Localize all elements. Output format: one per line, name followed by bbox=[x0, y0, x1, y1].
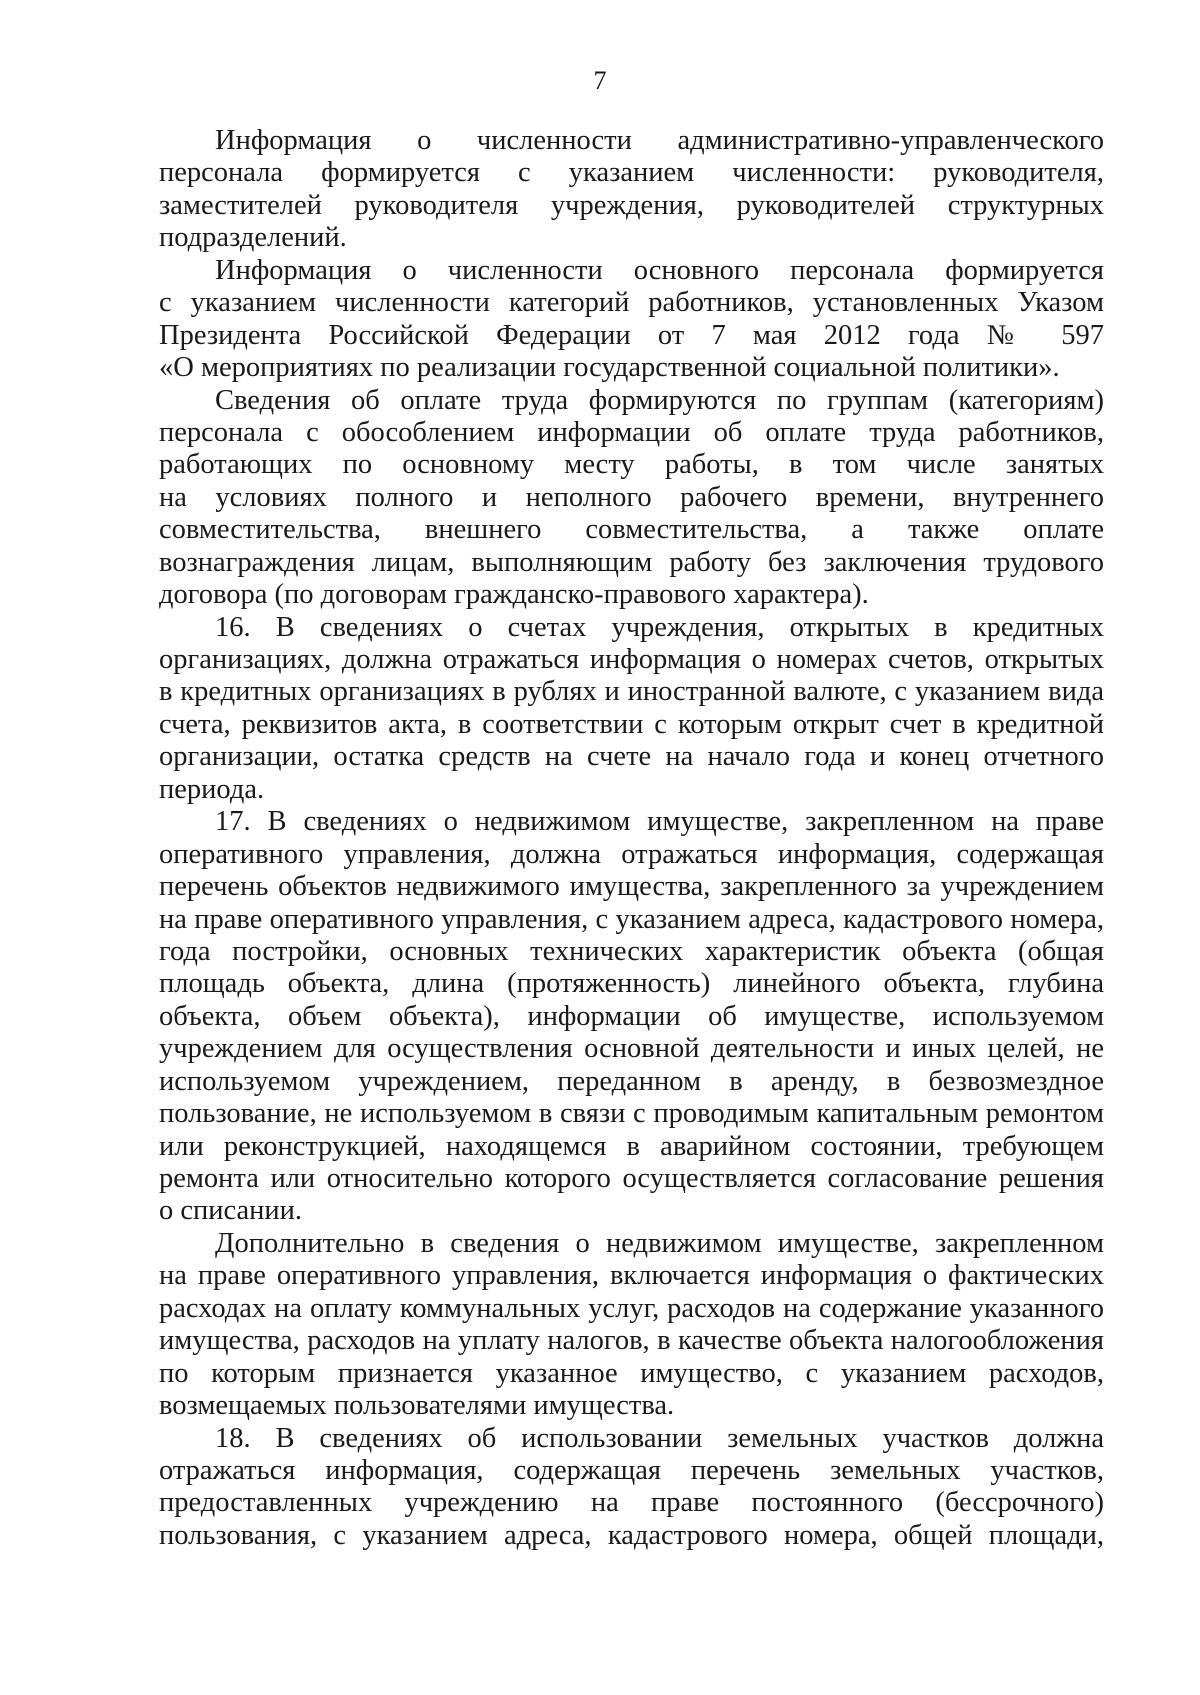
text-line: Президента Российской Федерации от 7 мая 2012 года № 597 bbox=[159, 319, 1104, 351]
text-line: персонала с обособлением информации об оплате труда работников, bbox=[159, 416, 1104, 448]
paragraph bbox=[159, 255, 1104, 385]
text-line: расходах на оплату коммунальных услуг, расходов на содержание указанного bbox=[159, 1292, 1104, 1324]
text-line: организации, остатка средств на счете на начало года и конец отчетного bbox=[159, 741, 1104, 773]
text-line: периода. bbox=[159, 773, 265, 805]
text-line: возмещаемых пользователями имущества. bbox=[159, 1390, 675, 1422]
text-line: «О мероприятиях по реализации государственной социальной политики». bbox=[159, 352, 1060, 384]
text-line: предоставленных учреждению на праве постоянного (бессрочного) bbox=[159, 1487, 1104, 1519]
text-line: используемом учреждением, переданном в аренду, в безвозмездное bbox=[159, 1065, 1104, 1097]
text-line: года постройки, основных технических характеристик объекта (общая bbox=[159, 935, 1104, 967]
text-line: на условиях полного и неполного рабочего времени, внутреннего bbox=[159, 481, 1104, 513]
text-line: отражаться информация, содержащая перечень земельных участков, bbox=[159, 1454, 1104, 1486]
paragraph bbox=[159, 1228, 1104, 1423]
text-line: о списании. bbox=[159, 1195, 303, 1227]
text-line: объекта, объем объекта), информации об имуществе, используемом bbox=[159, 1000, 1104, 1032]
paragraph bbox=[159, 1423, 1104, 1553]
text-line: договора (по договорам гражданско-правового характера). bbox=[159, 579, 869, 611]
text-line: или реконструкцией, находящемся в аварийном состоянии, требующем bbox=[159, 1130, 1104, 1162]
text-line: подразделений. bbox=[159, 222, 347, 254]
paragraph bbox=[159, 612, 1104, 807]
text-line: работающих по основному месту работы, в том числе занятых bbox=[159, 449, 1104, 481]
text-line: совместительства, внешнего совместительства, а также оплате bbox=[159, 514, 1104, 546]
text-line: учреждением для осуществления основной деятельности и иных целей, не bbox=[159, 1033, 1104, 1065]
text-line: 18. В сведениях об использовании земельных участков должна bbox=[215, 1422, 1104, 1454]
text-line: организациях, должна отражаться информация о номерах счетов, открытых bbox=[159, 644, 1104, 675]
text-line: по которым признается указанное имущество, с указанием расходов, bbox=[159, 1357, 1104, 1389]
paragraph bbox=[159, 806, 1104, 1228]
text-line: на праве оперативного управления, включается информация о фактических bbox=[159, 1260, 1104, 1292]
text-line: счета, реквизитов акта, в соответствии с которым открыт счет в кредитной bbox=[159, 708, 1104, 740]
text-line: Информация о численности основного персонала формируется bbox=[215, 254, 1104, 286]
text-line: 16. В сведениях о счетах учреждения, открытых в кредитных bbox=[215, 611, 1104, 643]
text-line: пользование, не используемом в связи с проводимым капитальным ремонтом bbox=[159, 1098, 1104, 1130]
text-line: площадь объекта, длина (протяженность) линейного объекта, глубина bbox=[159, 968, 1104, 1000]
text-line: Дополнительно в сведения о недвижимом имуществе, закрепленном bbox=[215, 1227, 1104, 1259]
text-line: Информация о численности административно-управленческого bbox=[215, 125, 1104, 156]
text-line: вознаграждения лицам, выполняющим работу без заключения трудового bbox=[159, 546, 1104, 578]
text-line: имущества, расходов на уплату налогов, в качестве объекта налогообложения bbox=[159, 1325, 1104, 1357]
paragraph bbox=[159, 125, 1104, 255]
text-line: перечень объектов недвижимого имущества, закрепленного за учреждением bbox=[159, 871, 1104, 903]
text-line: ремонта или относительно которого осуществляется согласование решения bbox=[159, 1163, 1104, 1194]
text-line: заместителей руководителя учреждения, руководителей структурных bbox=[159, 189, 1104, 221]
text-line: Сведения об оплате труда формируются по группам (категориям) bbox=[215, 384, 1104, 416]
page-number: 7 bbox=[593, 66, 607, 95]
text-line: пользования, с указанием адреса, кадастрового номера, общей площади, bbox=[159, 1519, 1104, 1551]
text-line: оперативного управления, должна отражаться информация, содержащая bbox=[159, 838, 1104, 870]
text-line: в кредитных организациях в рублях и иностранной валюте, с указанием вида bbox=[159, 676, 1104, 708]
paragraph bbox=[159, 385, 1104, 612]
text-line: персонала формируется с указанием численности: руководителя, bbox=[159, 157, 1104, 189]
text-line: 17. В сведениях о недвижимом имуществе, закрепленном на праве bbox=[215, 806, 1104, 838]
text-line: на праве оперативного управления, с указанием адреса, кадастрового номера, bbox=[159, 903, 1104, 935]
text-line: с указанием численности категорий работников, установленных Указом bbox=[159, 287, 1104, 319]
document-body bbox=[159, 125, 1104, 1552]
